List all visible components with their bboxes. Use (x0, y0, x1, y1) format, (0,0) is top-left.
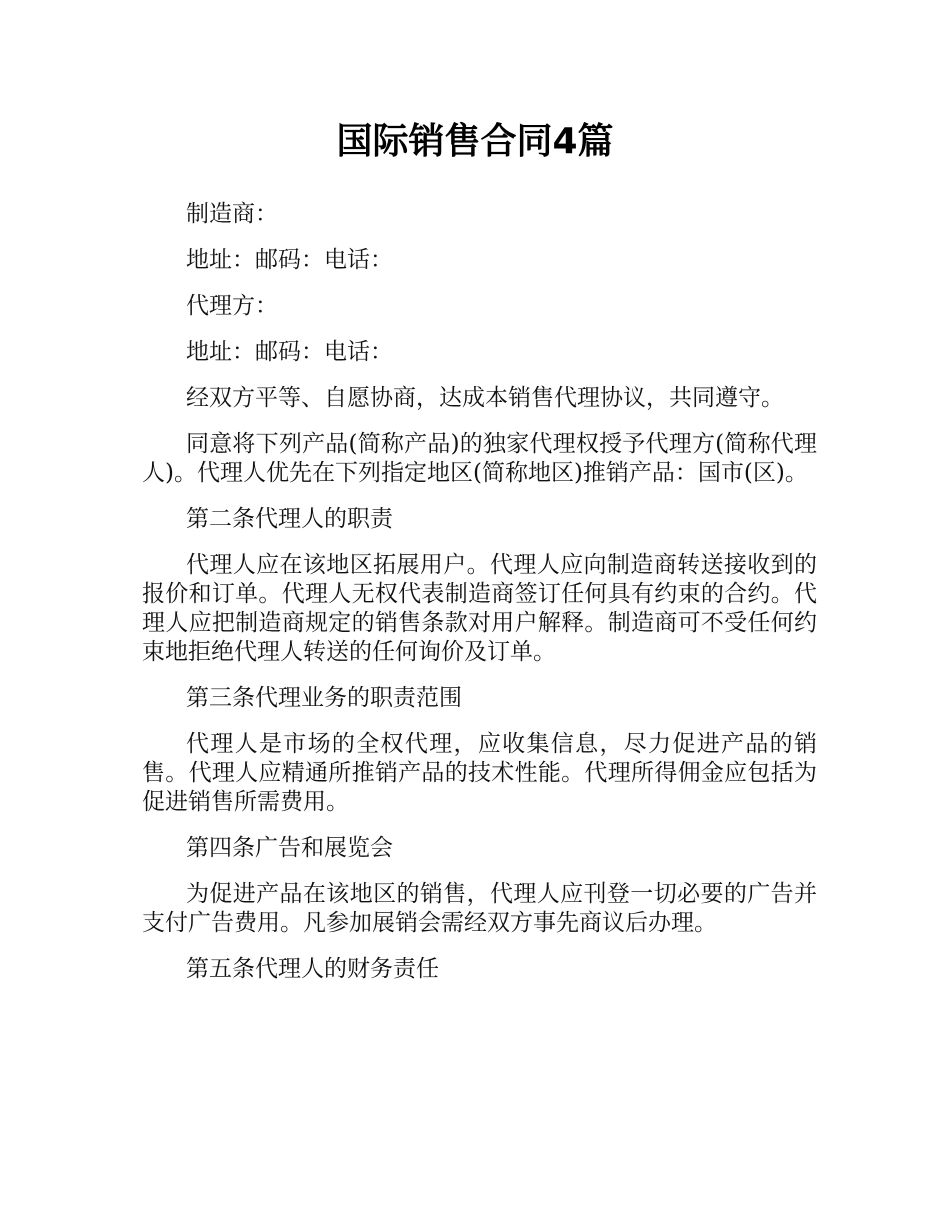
heading-article-2: 第二条代理人的职责 (186, 506, 393, 532)
paragraph-agreement-intro: 经双方平等、自愿协商，达成本销售代理协议，共同遵守。 (186, 385, 784, 411)
heading-article-3: 第三条代理业务的职责范围 (186, 685, 462, 711)
heading-article-4: 第四条广告和展览会 (186, 835, 393, 861)
paragraph-agent: 代理方： (186, 293, 278, 319)
paragraph-article-2: 代理人应在该地区拓展用户。代理人应向制造商转送接收到的报价和订单。代理人无权代表制造商签订任何具有约束的合约。代理人应把制造商规定的销售条款对用户解释。制造商可不受任何约束地拒绝代理人转送的任何询价及订单。 (142, 552, 817, 665)
paragraph-manufacturer: 制造商： (186, 201, 278, 227)
paragraph-article-3: 代理人是市场的全权代理，应收集信息，尽力促进产品的销售。代理人应精通所推销产品的技术性能。代理所得佣金应包括为促进销售所需费用。 (142, 731, 817, 815)
heading-article-5: 第五条代理人的财务责任 (186, 956, 439, 982)
paragraph-exclusive-rights: 同意将下列产品(简称产品)的独家代理权授予代理方(简称代理人)。代理人优先在下列指定地区(简称地区)推销产品：国市(区)。 (142, 431, 817, 486)
paragraph-agent-address: 地址：邮码：电话： (186, 339, 393, 365)
document-body (142, 200, 817, 1001)
paragraph-manufacturer-address: 地址：邮码：电话： (186, 247, 393, 273)
paragraph-article-4: 为促进产品在该地区的销售，代理人应刊登一切必要的广告并支付广告费用。凡参加展销会需经双方事先商议后办理。 (142, 881, 817, 936)
document-title: 国际销售合同4篇 (336, 121, 614, 162)
